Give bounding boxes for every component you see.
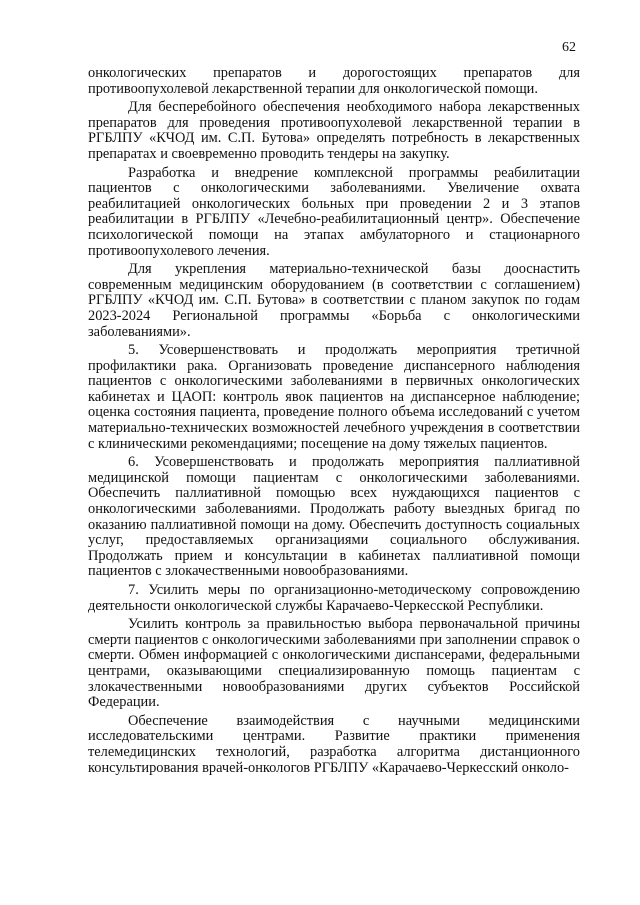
paragraph: Для бесперебойного обеспечения необходимого набора лекарственных препаратов для проведения противоопухолевой лекарственной терапии в РГБЛПУ «КЧОД им. С.П. Бутова» определять потребность в лекарственных препаратах и своевременно проводить тендеры на закупку. xyxy=(88,99,580,162)
paragraph: онкологических препаратов и дорогостоящих препаратов для противоопухолевой лекарственной терапии для онкологической помощи. xyxy=(88,65,580,97)
paragraph: Для укрепления материально-технической базы дооснастить современным медицинским оборудованием (в соответствии с соглашением) РГБЛПУ «КЧОД им. С.П. Бутова» в соответствии с планом закупок по годам 2023-2024 Региональной программы «Борьба с онкологическими заболеваниями». xyxy=(88,261,580,340)
paragraph: 6. Усовершенствовать и продолжать мероприятия паллиативной медицинской помощи пациентам с онкологическими заболеваниями. Обеспечить паллиативной помощью всех нуждающихся пациентов с онкологическими заболеваниями. Продолжать работу выездных бригад по оказанию паллиативной помощи на дому. Обеспечить доступность социальных услуг, предоставляемых организациями социального обслуживания. Продолжать прием и консультации в кабинетах паллиативной помощи пациентов с злокачественными новообразованиями. xyxy=(88,454,580,580)
paragraph: 7. Усилить меры по организационно-методическому сопровождению деятельности онкологической службы Карачаево-Черкесской Республики. xyxy=(88,582,580,614)
document-body xyxy=(88,66,580,779)
paragraph: Обеспечение взаимодействия с научными медицинскими исследовательскими центрами. Развитие практики применения телемедицинских технологий, разработка алгоритма дистанционного консультирования врачей-онкологов РГБЛПУ «Карачаево-Черкесский онколо- xyxy=(88,712,580,776)
page-number: 62 xyxy=(562,40,576,55)
paragraph: 5. Усовершенствовать и продолжать мероприятия третичной профилактики рака. Организовать проведение диспансерного наблюдения пациентов с онкологическими заболеваниями в первичных онкологических кабинетах и ЦАОП: контроль явок пациентов на диспансерное наблюдение; оценка состояния пациента, проведение полного объема исследований с учетом материально-технических возможностей лечебного учреждения в соответствии с клиническими рекомендациями; посещение на дому тяжелых пациентов. xyxy=(88,342,580,452)
paragraph: Усилить контроль за правильностью выбора первоначальной причины смерти пациентов с онкологическими заболеваниями при заполнении справок о смерти. Обмен информацией с онкологическими диспансерами, федеральными центрами, оказывающими специализированную помощь пациентам с злокачественными новообразованиями других субъектов Российской Федерации. xyxy=(88,616,580,711)
paragraph: Разработка и внедрение комплексной программы реабилитации пациентов с онкологическими заболеваниями. Увеличение охвата реабилитацией онкологических больных при проведении 2 и 3 этапов реабилитации в РГБЛПУ «Лечебно-реабилитационный центр». Обеспечение психологической помощи на этапах амбулаторного и стационарного противоопухолевого лечения. xyxy=(88,164,580,259)
